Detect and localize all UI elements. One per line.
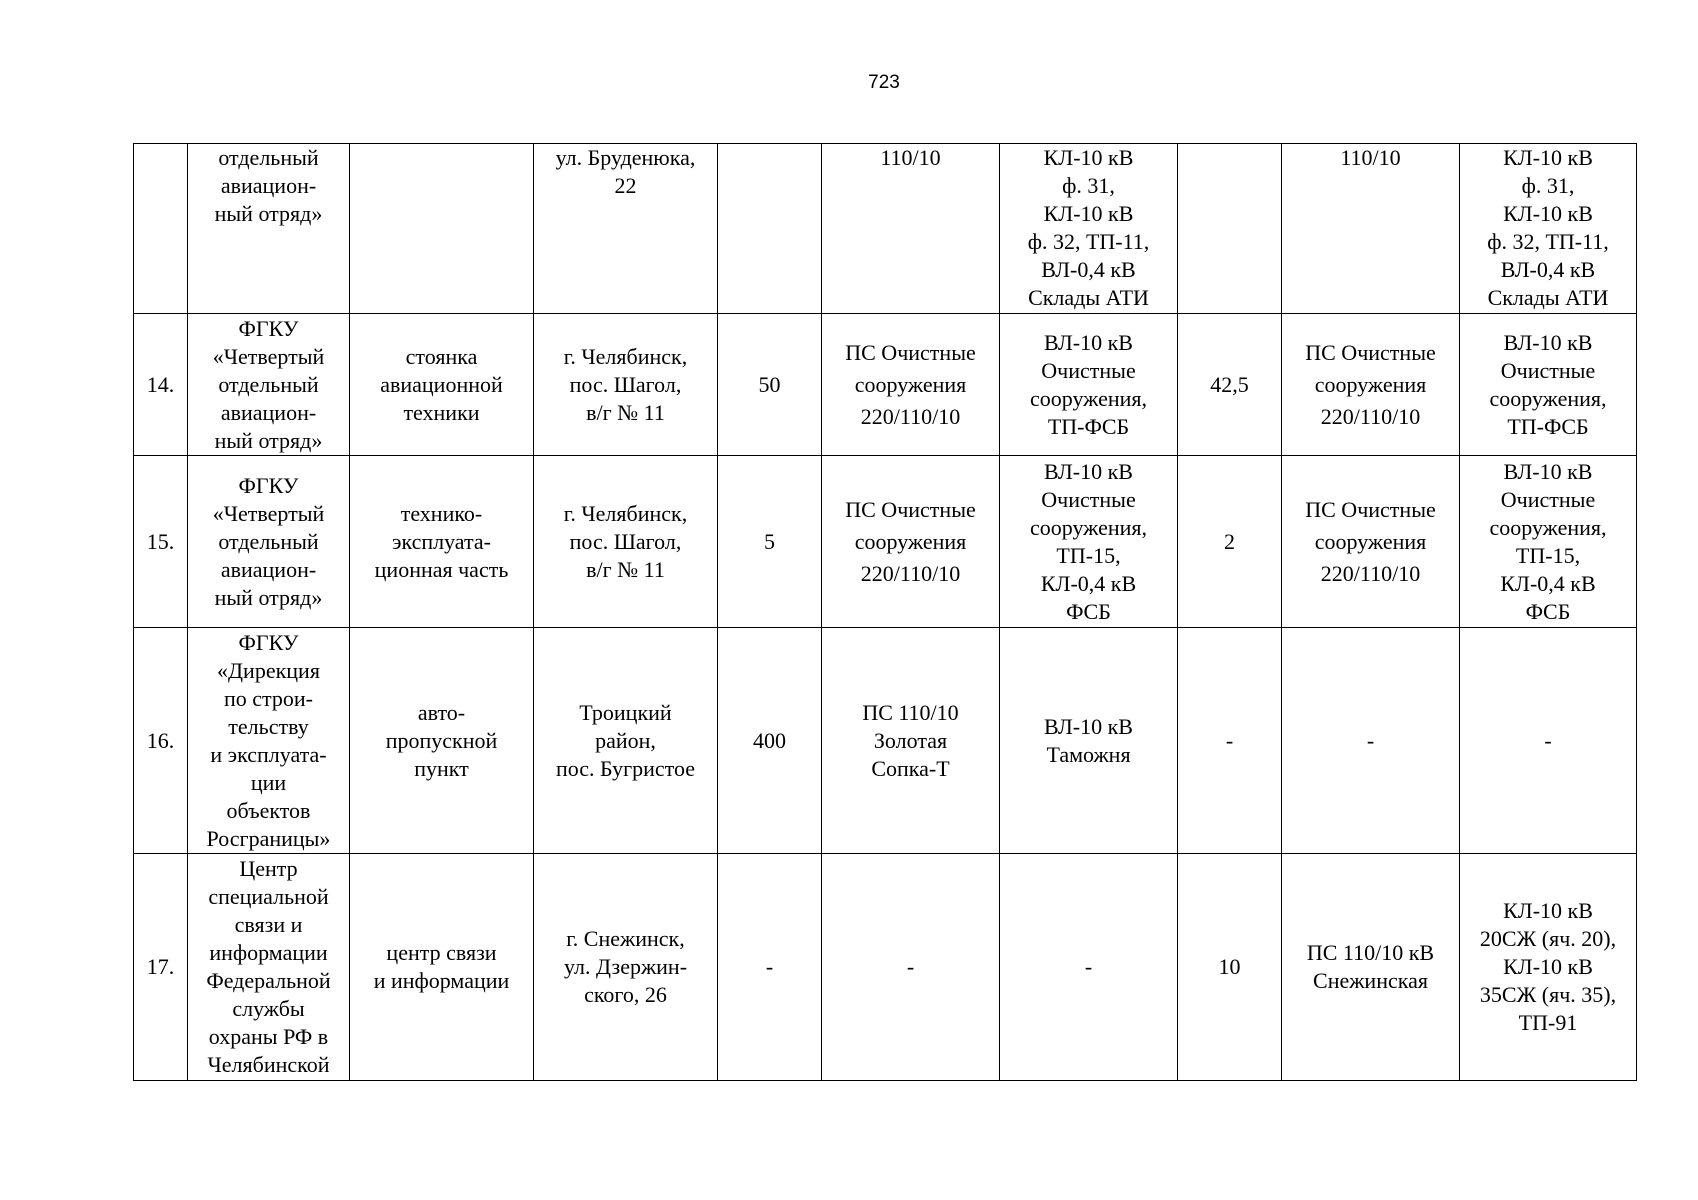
address-cell: г. Челябинск, пос. Шагол, в/г № 11 [534, 456, 718, 628]
organization-cell: отдельный авиацион- ный отряд» [188, 144, 350, 314]
power-cell: 400 [718, 628, 822, 854]
supply-line-cell: ВЛ-10 кВ Таможня [1000, 628, 1178, 854]
table-row [134, 854, 1637, 1081]
organization-cell: Центр специальной связи и информации Федеральной службы охраны РФ в Челябинской [188, 854, 350, 1081]
power-cell-2: 2 [1178, 456, 1282, 628]
purpose-cell: технико- эксплуата- ционная часть [350, 456, 534, 628]
supply-line-cell-2: ВЛ-10 кВ Очистные сооружения, ТП-15, КЛ-0,4 кВ ФСБ [1460, 456, 1637, 628]
source-substation-cell-2: 110/10 [1282, 144, 1460, 314]
purpose-cell: центр связи и информации [350, 854, 534, 1081]
supply-line-cell-2: ВЛ-10 кВ Очистные сооружения, ТП-ФСБ [1460, 314, 1637, 456]
organization-cell: ФГКУ «Четвертый отдельный авиацион- ный отряд» [188, 314, 350, 456]
table-row [134, 456, 1637, 628]
source-substation-cell: ПС Очистные сооружения 220/110/10 [822, 314, 1000, 456]
supply-line-cell: КЛ-10 кВ ф. 31, КЛ-10 кВ ф. 32, ТП-11, ВЛ-0,4 кВ Склады АТИ [1000, 144, 1178, 314]
supply-line-cell-2: КЛ-10 кВ ф. 31, КЛ-10 кВ ф. 32, ТП-11, ВЛ-0,4 кВ Склады АТИ [1460, 144, 1637, 314]
purpose-cell: авто- пропускной пункт [350, 628, 534, 854]
source-substation-cell: ПС Очистные сооружения 220/110/10 [822, 456, 1000, 628]
source-substation-cell: 110/10 [822, 144, 1000, 314]
power-cell-2: 42,5 [1178, 314, 1282, 456]
source-substation-cell-2: - [1282, 628, 1460, 854]
power-cell: - [718, 854, 822, 1081]
power-cell-2: 10 [1178, 854, 1282, 1081]
row-number: 15. [134, 456, 188, 628]
supply-line-cell: ВЛ-10 кВ Очистные сооружения, ТП-15, КЛ-0,4 кВ ФСБ [1000, 456, 1178, 628]
organization-cell: ФГКУ «Четвертый отдельный авиацион- ный отряд» [188, 456, 350, 628]
supply-line-cell: ВЛ-10 кВ Очистные сооружения, ТП-ФСБ [1000, 314, 1178, 456]
row-number: 17. [134, 854, 188, 1081]
power-cell: 50 [718, 314, 822, 456]
table-row [134, 314, 1637, 456]
organization-cell: ФГКУ «Дирекция по строи- тельству и эксплуата- ции объектов Росграницы» [188, 628, 350, 854]
source-substation-cell-2: ПС Очистные сооружения 220/110/10 [1282, 456, 1460, 628]
source-substation-cell: - [822, 854, 1000, 1081]
supply-line-cell-2: - [1460, 628, 1637, 854]
address-cell: Троицкий район, пос. Бугристое [534, 628, 718, 854]
row-number: 14. [134, 314, 188, 456]
source-substation-cell-2: ПС Очистные сооружения 220/110/10 [1282, 314, 1460, 456]
power-cell-2: - [1178, 628, 1282, 854]
purpose-cell: стоянка авиационной техники [350, 314, 534, 456]
address-cell: г. Снежинск, ул. Дзержин- ского, 26 [534, 854, 718, 1081]
supply-line-cell-2: КЛ-10 кВ 20СЖ (яч. 20), КЛ-10 кВ 35СЖ (яч. 35), ТП-91 [1460, 854, 1637, 1081]
power-cell: 5 [718, 456, 822, 628]
address-cell: ул. Бруденюка, 22 [534, 144, 718, 314]
row-number [134, 144, 188, 314]
row-number: 16. [134, 628, 188, 854]
power-cell [718, 144, 822, 314]
page-number: 723 [868, 72, 900, 93]
source-substation-cell: ПС 110/10 Золотая Сопка-Т [822, 628, 1000, 854]
power-cell-2 [1178, 144, 1282, 314]
table-row [134, 628, 1637, 854]
purpose-cell [350, 144, 534, 314]
address-cell: г. Челябинск, пос. Шагол, в/г № 11 [534, 314, 718, 456]
table-row [134, 144, 1637, 314]
source-substation-cell-2: ПС 110/10 кВ Снежинская [1282, 854, 1460, 1081]
supply-line-cell: - [1000, 854, 1178, 1081]
facilities-table [133, 143, 1637, 1081]
